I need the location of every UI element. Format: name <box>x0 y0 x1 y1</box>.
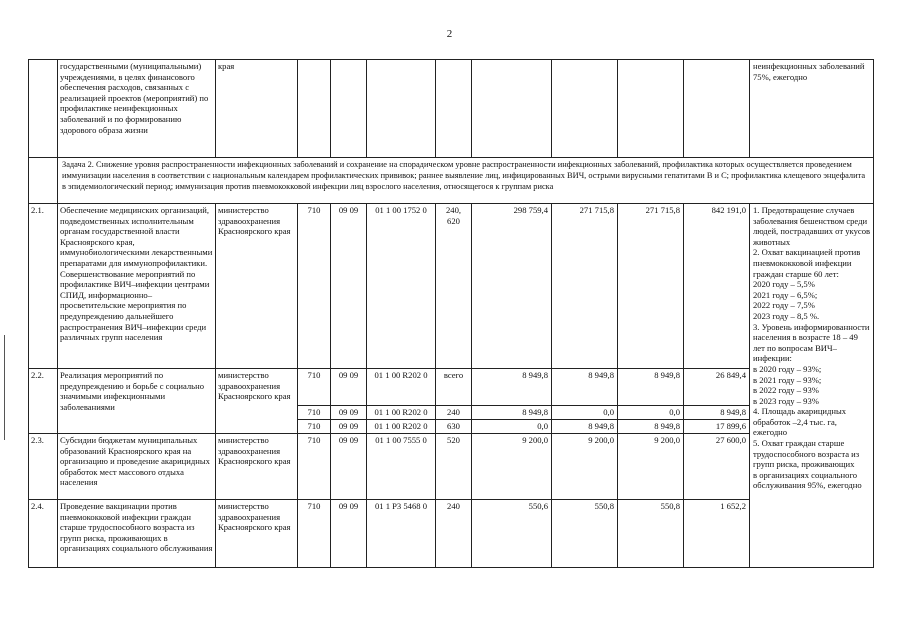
amount-year-2: 550,8 <box>552 500 618 568</box>
program-table <box>28 59 874 568</box>
amount-year-1: 8 949,8 <box>472 406 552 420</box>
executor: министерство здравоохранения Красноярского края <box>216 369 298 434</box>
amount-year-1: 550,6 <box>472 500 552 568</box>
measure-description: Реализация мероприятий по предупреждению и борьбе с социально значимыми инфекционными заболеваниями <box>58 369 216 434</box>
grbs-code: 710 <box>298 204 331 369</box>
amount-year-2: 9 200,0 <box>552 434 618 500</box>
rzpr-code: 09 09 <box>331 500 367 568</box>
executor: министерство здравоохранения Красноярского края <box>216 204 298 369</box>
vr-code: 520 <box>436 434 472 500</box>
row-number <box>29 60 58 158</box>
margin-line <box>4 335 5 440</box>
csr-code: 01 1 00 1752 0 <box>367 204 436 369</box>
grbs-code: 710 <box>298 420 331 434</box>
vr-code: 630 <box>436 420 472 434</box>
amount-year-3: 8 949,8 <box>618 420 684 434</box>
rzpr-code: 09 09 <box>331 204 367 369</box>
page-number: 2 <box>446 28 453 40</box>
amount-total: 17 899,6 <box>684 420 750 434</box>
table-row <box>29 369 874 406</box>
table-row <box>29 434 874 500</box>
vr-code: 240 <box>436 500 472 568</box>
table-row <box>29 500 874 568</box>
csr-code: 01 1 00 R202 0 <box>367 406 436 420</box>
csr-code: 01 1 00 R202 0 <box>367 369 436 406</box>
vr-code: всего <box>436 369 472 406</box>
csr-code: 01 1 P3 5468 0 <box>367 500 436 568</box>
amount-total: 8 949,8 <box>684 406 750 420</box>
measure-description: государственными (муниципальными) учреждениями, в целях финансового обеспечения расходов, связанных с реализацией проектов (мероприятий) по профилактике неинфекционных заболеваний и по формированию здорового образа жизни <box>58 60 216 158</box>
grbs-code: 710 <box>298 369 331 406</box>
rzpr-code: 09 09 <box>331 420 367 434</box>
amount-year-3: 8 949,8 <box>618 369 684 406</box>
amount-total: 26 849,4 <box>684 369 750 406</box>
amount-year-1: 298 759,4 <box>472 204 552 369</box>
table-row <box>29 60 874 158</box>
amount-year-3: 0,0 <box>618 406 684 420</box>
amount-total: 27 600,0 <box>684 434 750 500</box>
task-row <box>29 158 874 204</box>
amount-year-3: 550,8 <box>618 500 684 568</box>
amount-year-3: 271 715,8 <box>618 204 684 369</box>
executor: министерство здравоохранения Красноярского края <box>216 500 298 568</box>
csr-code: 01 1 00 7555 0 <box>367 434 436 500</box>
expected-result: неинфекционных заболеваний 75%, ежегодно <box>750 60 874 158</box>
measure-description: Обеспечение медицинских организаций, подведомственных исполнительным органам государственной власти Красноярского края, иммунобиологическими лекарственными препаратами для иммунопрофилактики. Совершенствование мероприятий по профилактике ВИЧ–инфекции центрами СПИД, информационно–просветительские мероприятия по предупреждению дальнейшего распространения ВИЧ–инфекции среди различных групп населения <box>58 204 216 369</box>
vr-code: 240, 620 <box>436 204 472 369</box>
row-number: 2.3. <box>29 434 58 500</box>
rzpr-code: 09 09 <box>331 434 367 500</box>
amount-year-3: 9 200,0 <box>618 434 684 500</box>
amount-year-2: 271 715,8 <box>552 204 618 369</box>
measure-description: Субсидии бюджетам муниципальных образований Красноярского края на организацию и проведение акарицидных обработок мест массового отдыха населения <box>58 434 216 500</box>
measure-description: Проведение вакцинации против пневмококковой инфекции граждан старше трудоспособного возраста из групп риска, проживающих в организациях социального обслуживания <box>58 500 216 568</box>
row-number: 2.1. <box>29 204 58 369</box>
amount-year-2: 8 949,8 <box>552 369 618 406</box>
table-row <box>29 204 874 369</box>
expected-results: 1. Предотвращение случаев заболевания бешенством среди людей, пострадавших от укусов животных 2. Охват вакцинацией против пневмококковой инфекции граждан старше 60 лет: 2020 году – 5,5% 2021 году – 6,5%; 2022 году – 7,5% 2023 году – 8,5 %. 3. Уровень информированности населения в возрасте 18 – 49 лет по вопросам ВИЧ–инфекции: в 2020 году – 93%; в 2021 году – 93%; в 2022 году – 93% в 2023 году – 93% 4. Площадь акарицидных обработок –2,4 тыс. га, ежегодно 5. Охват граждан старше трудоспособного возраста из групп риска, проживающих в организациях социального обслуживания 95%, ежегодно <box>750 204 874 568</box>
amount-total: 842 191,0 <box>684 204 750 369</box>
row-number: 2.2. <box>29 369 58 434</box>
amount-year-2: 0,0 <box>552 406 618 420</box>
executor: края <box>216 60 298 158</box>
amount-year-1: 9 200,0 <box>472 434 552 500</box>
grbs-code: 710 <box>298 500 331 568</box>
amount-year-1: 0,0 <box>472 420 552 434</box>
rzpr-code: 09 09 <box>331 406 367 420</box>
row-number: 2.4. <box>29 500 58 568</box>
program-table-sheet <box>28 59 873 568</box>
csr-code: 01 1 00 R202 0 <box>367 420 436 434</box>
executor: министерство здравоохранения Красноярского края <box>216 434 298 500</box>
grbs-code: 710 <box>298 406 331 420</box>
amount-total: 1 652,2 <box>684 500 750 568</box>
task-2-text: Задача 2. Снижение уровня распространенности инфекционных заболеваний и сохранение на спорадическом уровне распространенности инфекционных заболеваний, профилактика которых осуществляется проведением иммунизации населения в соответствии с национальным календарем профилактических прививок; раннее выявление лиц, инфицированных ВИЧ, острыми вирусными гепатитами В и С; профилактика клещевого энцефалита в эпидемиологический период; иммунизация против пневмококковой инфекции лиц взрослого населения, относящегося к группам риска <box>58 158 874 204</box>
vr-code: 240 <box>436 406 472 420</box>
grbs-code: 710 <box>298 434 331 500</box>
amount-year-2: 8 949,8 <box>552 420 618 434</box>
rzpr-code: 09 09 <box>331 369 367 406</box>
amount-year-1: 8 949,8 <box>472 369 552 406</box>
